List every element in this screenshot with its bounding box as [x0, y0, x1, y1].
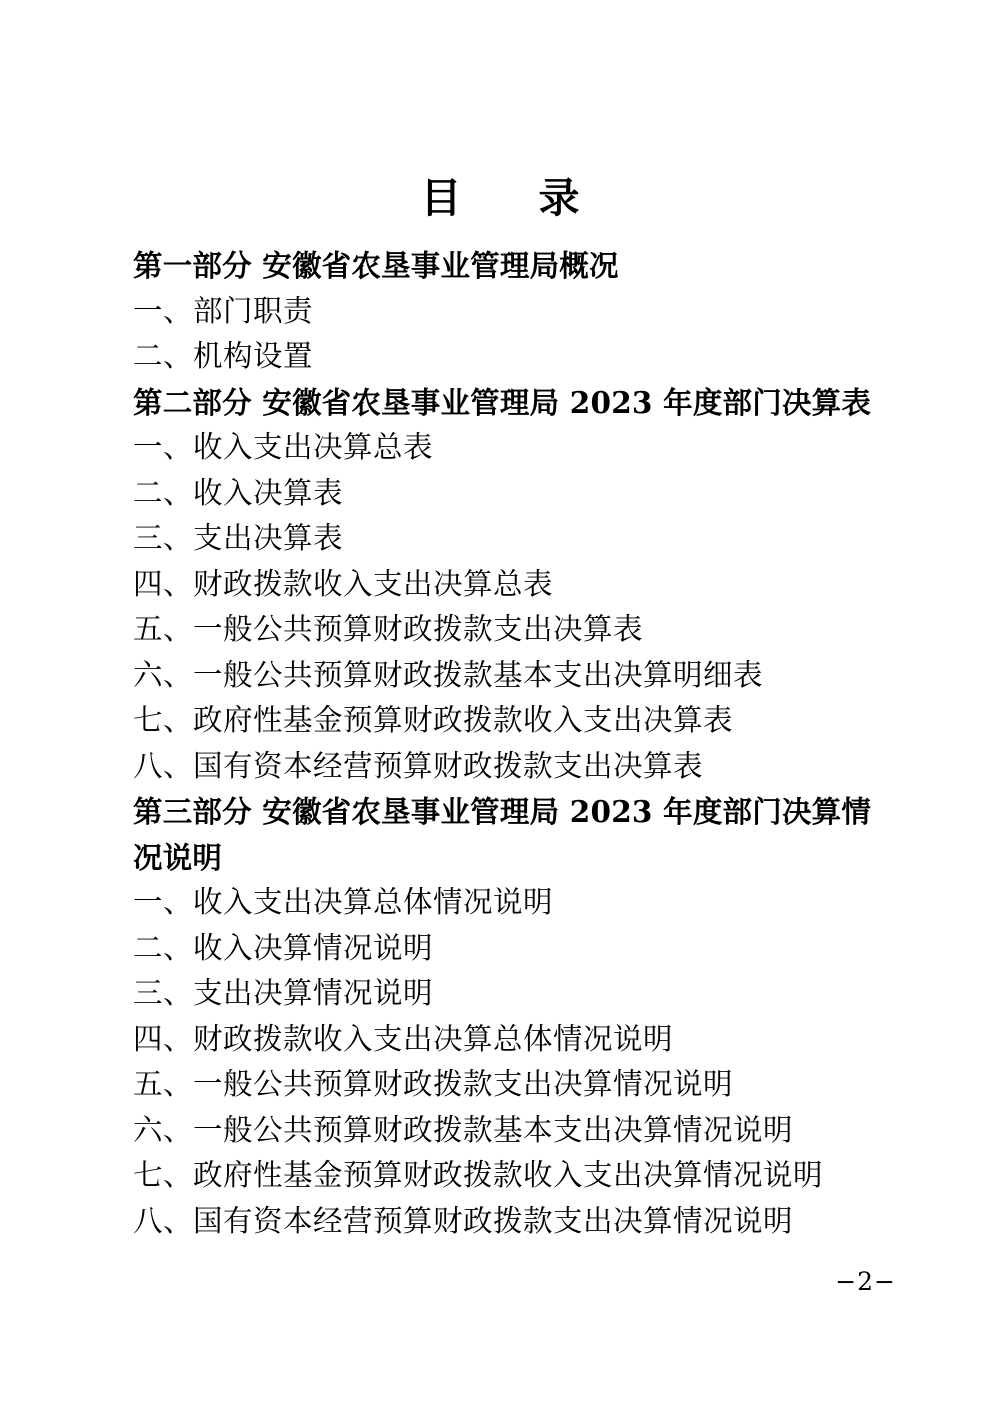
toc-entry-1-1[interactable]: 一、部门职责: [133, 293, 314, 328]
toc-entry-3-2[interactable]: 二、收入决算情况说明: [133, 930, 434, 965]
toc-entry-3-6[interactable]: 六、一般公共预算财政拨款基本支出决算情况说明: [133, 1112, 794, 1147]
toc-entry-2-1[interactable]: 一、收入支出决算总表: [133, 430, 434, 465]
page-title: 目 录: [420, 174, 598, 222]
toc-entry-3-5[interactable]: 五、一般公共预算财政拨款支出决算情况说明: [133, 1067, 734, 1102]
toc-entry-2-2[interactable]: 二、收入决算表: [133, 475, 344, 510]
toc-entry-2-8[interactable]: 八、国有资本经营预算财政拨款支出决算表: [133, 748, 704, 783]
page-number: −2−: [835, 1267, 896, 1296]
toc-entry-2-5[interactable]: 五、一般公共预算财政拨款支出决算表: [133, 612, 644, 647]
toc-entry-2-7[interactable]: 七、政府性基金预算财政拨款收入支出决算表: [133, 703, 734, 738]
toc-entry-3-4[interactable]: 四、财政拨款收入支出决算总体情况说明: [133, 1021, 674, 1056]
table-of-contents: [0, 243, 1000, 1244]
toc-entry-3-7[interactable]: 七、政府性基金预算财政拨款收入支出决算情况说明: [133, 1158, 824, 1193]
toc-entry-part-1[interactable]: 第一部分 安徽省农垦事业管理局概况: [133, 248, 619, 284]
toc-entry-3-8[interactable]: 八、国有资本经营预算财政拨款支出决算情况说明: [133, 1203, 794, 1238]
toc-entry-2-4[interactable]: 四、财政拨款收入支出决算总表: [133, 566, 554, 601]
toc-entry-1-2[interactable]: 二、机构设置: [133, 339, 314, 374]
toc-entry-3-1[interactable]: 一、收入支出决算总体情况说明: [133, 885, 554, 920]
toc-entry-part-2[interactable]: 第二部分 安徽省农垦事业管理局 2023 年度部门决算表: [133, 384, 872, 420]
toc-entry-2-3[interactable]: 三、支出决算表: [133, 521, 344, 556]
toc-entry-3-3[interactable]: 三、支出决算情况说明: [133, 976, 434, 1011]
toc-entry-part-3[interactable]: 第三部分 安徽省农垦事业管理局 2023 年度部门决算情况说明: [133, 794, 872, 875]
toc-entry-2-6[interactable]: 六、一般公共预算财政拨款基本支出决算明细表: [133, 657, 764, 692]
